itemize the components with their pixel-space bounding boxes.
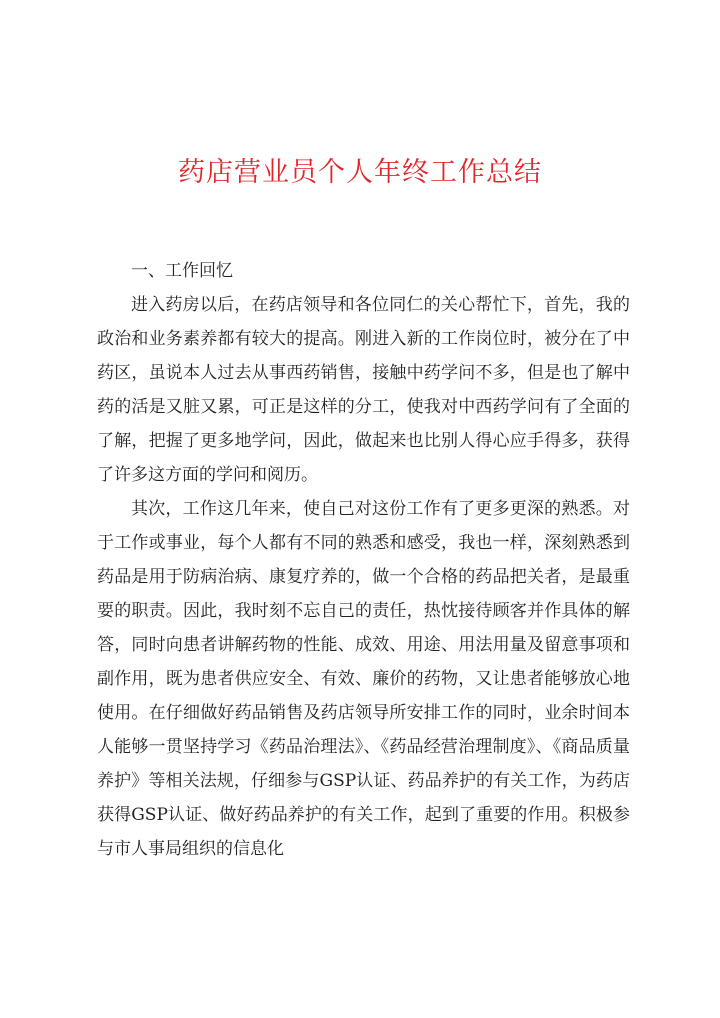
document-body (97, 254, 630, 866)
paragraph-1: 进入药房以后，在药店领导和各位同仁的关心帮忙下，首先，我的政治和业务素养都有较大的提高。刚进入新的工作岗位时，被分在了中药区，虽说本人过去从事西药销售，接触中药学问不多，但是也了解中药的活是又脏又累，可正是这样的分工，使我对中西药学问有了全面的了解，把握了更多地学问，因此，做起来也比别人得心应手得多，获得了许多这方面的学问和阅历。 (97, 295, 630, 485)
paragraph-2: 其次，工作这几年来，使自己对这份工作有了更多更深的熟悉。对于工作或事业，每个人都有不同的熟悉和感受，我也一样，深刻熟悉到药品是用于防病治病、康复疗养的，做一个合格的药品把关者，是最重要的职责。因此，我时刻不忘自己的责任，热忱接待顾客并作具体的解答，同时向患者讲解药物的性能、成效、用途、用法用量及留意事项和副作用，既为患者供应安全、有效、廉价的药物，又让患者能够放心地使用。在仔细做好药品销售及药店领导所安排工作的同时，业余时间本人能够一贯坚持学习《药品治理法》、《药品经营治理制度》、《商品质量养护》等相关法规，仔细参与GSP认证、药品养护的有关工作，为药店获得GSP认证、做好药品养护的有关工作，起到了重要的作用。积极参与市人事局组织的信息化 (97, 499, 630, 859)
section-heading: 一、工作回忆 (131, 261, 233, 281)
document-title: 药店营业员个人年终工作总结 (178, 157, 542, 188)
